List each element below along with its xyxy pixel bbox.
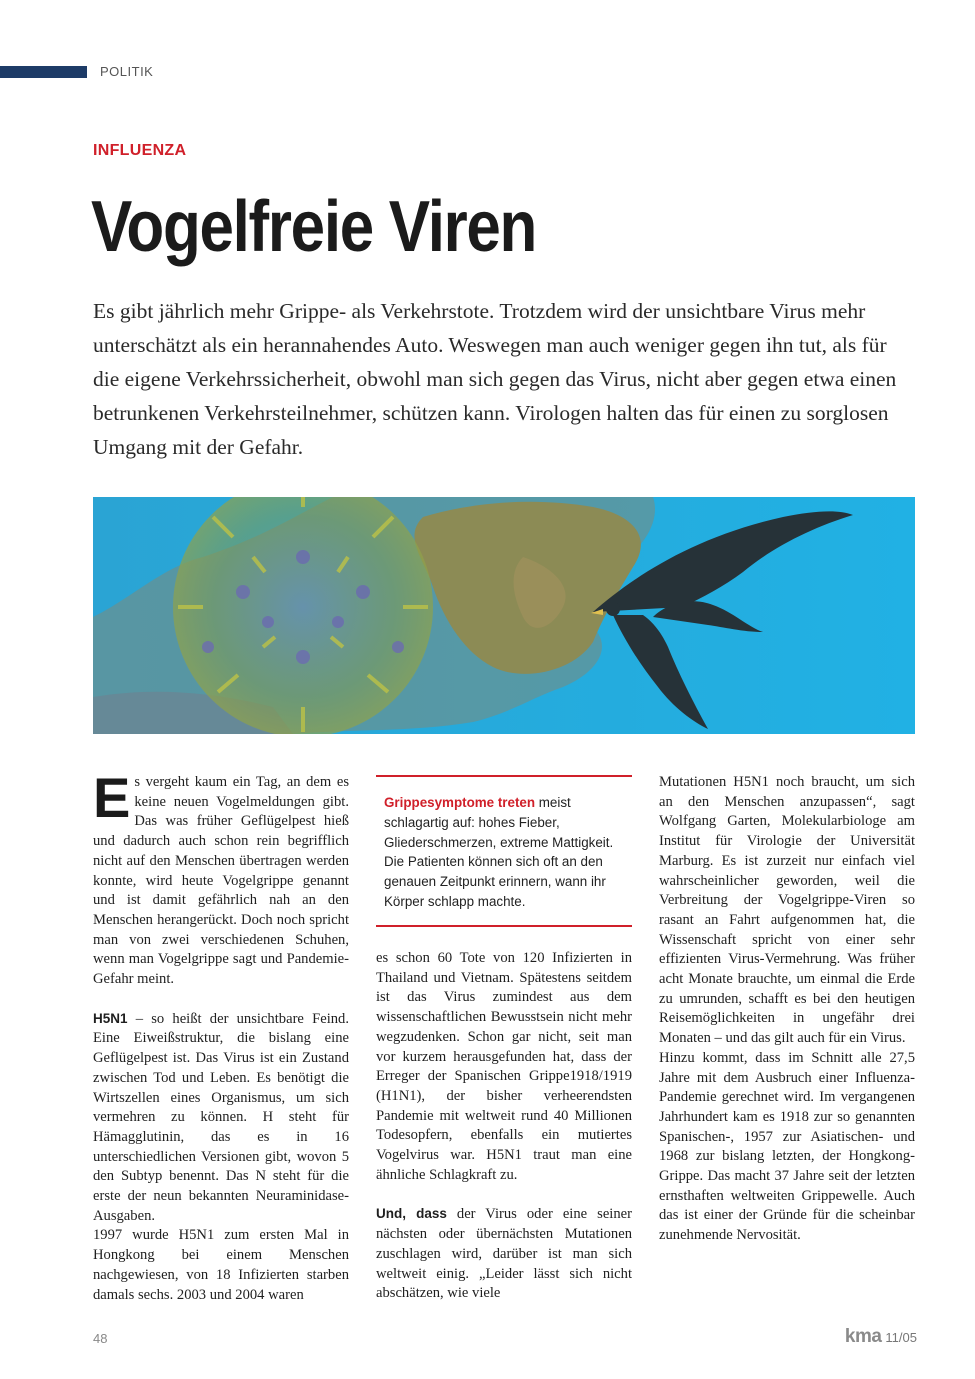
- magazine-footer: [845, 1326, 917, 1348]
- paragraph-text: Hinzu kommt, dass im Schnitt alle 27,5 Jahre mit dem Ausbruch einer Influenza-Pandemie gerechnet wird. Im vergangenen Jahrhundert kam es 1918 zur so genannten Spanischen-, 1957 zur Asiatischen- und 1968 zur bislang letzten, der Hongkong-Grippe. Das macht 37 Jahre seit der letzten ernsthaften weltweiten Grippewelle. Auch das ist einer der Gründe für die scheinbar zunehmende Nervosität.: [659, 1049, 915, 1244]
- paragraph-lead: Und, dass: [376, 1206, 447, 1222]
- hero-image: [93, 497, 915, 734]
- section-label: POLITIK: [100, 64, 154, 79]
- info-box-highlight: Grippesymptome treten: [384, 795, 536, 810]
- paragraph-lead: H5N1: [93, 1010, 128, 1026]
- issue-number: 11/05: [885, 1330, 917, 1345]
- paragraph-text: es schon 60 Tote von 120 Infizierten in Thailand und Vietnam. Spätestens seitdem ist das Virus zumindest aus dem wissenschaftlichen Bewusstsein nicht mehr wegzudenken. Schon gar nicht, seit man vor kurzem herausgefunden hat, dass der Erreger der Spanischen Grippe1918/1919 (H1N1), der bisher verheerendsten Pandemie mit weltweit rund 40 Millionen Todesopfern, ebenfalls ein mutiertes Vogelvirus war. H5N1 traut man eine ähnliche Schlagkraft zu.: [376, 950, 632, 1183]
- page-number: 48: [93, 1331, 108, 1346]
- column-3: [659, 773, 915, 1246]
- column-1: [93, 766, 349, 1305]
- paragraph: [93, 1009, 349, 1227]
- paragraph-text: – so heißt der unsichtbare Feind. Eine Eiweißstruktur, die bislang eine Geflügelpest ist. Das Virus ist ein Zustand zwischen Tod und Leben. Es benötigt die Wirtszellen eines Organismus, um sich vermehren zu können. H steht für Hämagglutinin, das es in 16 unterschiedlichen Versionen gibt, wovon 5 den Subtyp benennt. Das N steht für die erste der neun bekannten Neuraminidase-Ausgaben.: [93, 1010, 349, 1224]
- drop-cap: E: [93, 766, 131, 829]
- magazine-logo: kma: [844, 1326, 882, 1347]
- paragraph-text: Mutationen H5N1 noch braucht, um sich an den Menschen anzupassen“, sagt Wolfgang Garten, Molekularbiologe am Institut für Virologie der Universität Marburg. Es ist zurzeit nur einfach viel wahrscheinlicher geworden, weil die Verbreitung der Vogelgrippe-Viren so rasant an Fahrt aufgenommen hat, die Wissenschaft spricht von einer sehr effizienten Virus-Vermehrung. Was früher acht Monate brauchte, um einmal die Erde zu umrunden, schafft es bei den heutigen Reisemöglichkeiten in ungefähr drei Monaten – und das gilt auch für ein Virus.: [659, 774, 915, 1047]
- virus-illustration: [173, 497, 433, 734]
- column-2: [376, 949, 632, 1304]
- paragraph-text: 1997 wurde H5N1 zum ersten Mal in Hongkong bei einem Menschen nachgewiesen, von 18 Infizierten starben damals sechs. 2003 und 2004 waren: [93, 1227, 349, 1303]
- paragraph-text: s vergeht kaum ein Tag, an dem es keine neuen Vogelmeldungen gibt. Das was früher Geflügelpest hieß und dadurch auch schon rein begrifflich nicht auf den Menschen übertragen werden konnte, wird heute Vogelgrippe genannt und ist damit gefährlich nah an den Menschen herangerückt. Doch noch spricht man von zwei verschiedenen Schuhen, wenn man Vogelgrippe sagt und Pandemie-Gefahr meint.: [93, 774, 349, 988]
- paragraph-text: der Virus oder eine seiner nächsten oder übernächsten Mutationen zuschlagen wird, darüber ist man sich weltweit einig. „Leider lässt sich nicht abschätzen, wie viele: [376, 1206, 633, 1302]
- article-title: Vogelfreie Viren: [91, 187, 537, 267]
- paragraph: [93, 766, 349, 990]
- section-marker-bar: [0, 66, 87, 78]
- info-box-text: meist schlagartig auf: hohes Fieber, Gliederschmerzen, extreme Mattigkeit. Die Patienten können sich oft an den genauen Zeitpunkt erinnern, wann ihr Körper schlapp machte.: [384, 795, 614, 909]
- paragraph: [376, 1204, 632, 1304]
- article-lead: Es gibt jährlich mehr Grippe- als Verkehrstote. Trotzdem wird der unsichtbare Virus mehr unterschätzt als ein herannahendes Auto. Weswegen man auch weniger gegen ihn tut, als für die eigene Verkehrssicherheit, obwohl man sich gegen das Virus, nicht aber gegen etwa einen betrunkenen Verkehrsteilnehmer, schützen kann. Virologen halten das für einen zu sorglosen Umgang mit der Gefahr.: [93, 299, 897, 459]
- article-kicker: INFLUENZA: [93, 142, 187, 159]
- info-box: [376, 775, 632, 927]
